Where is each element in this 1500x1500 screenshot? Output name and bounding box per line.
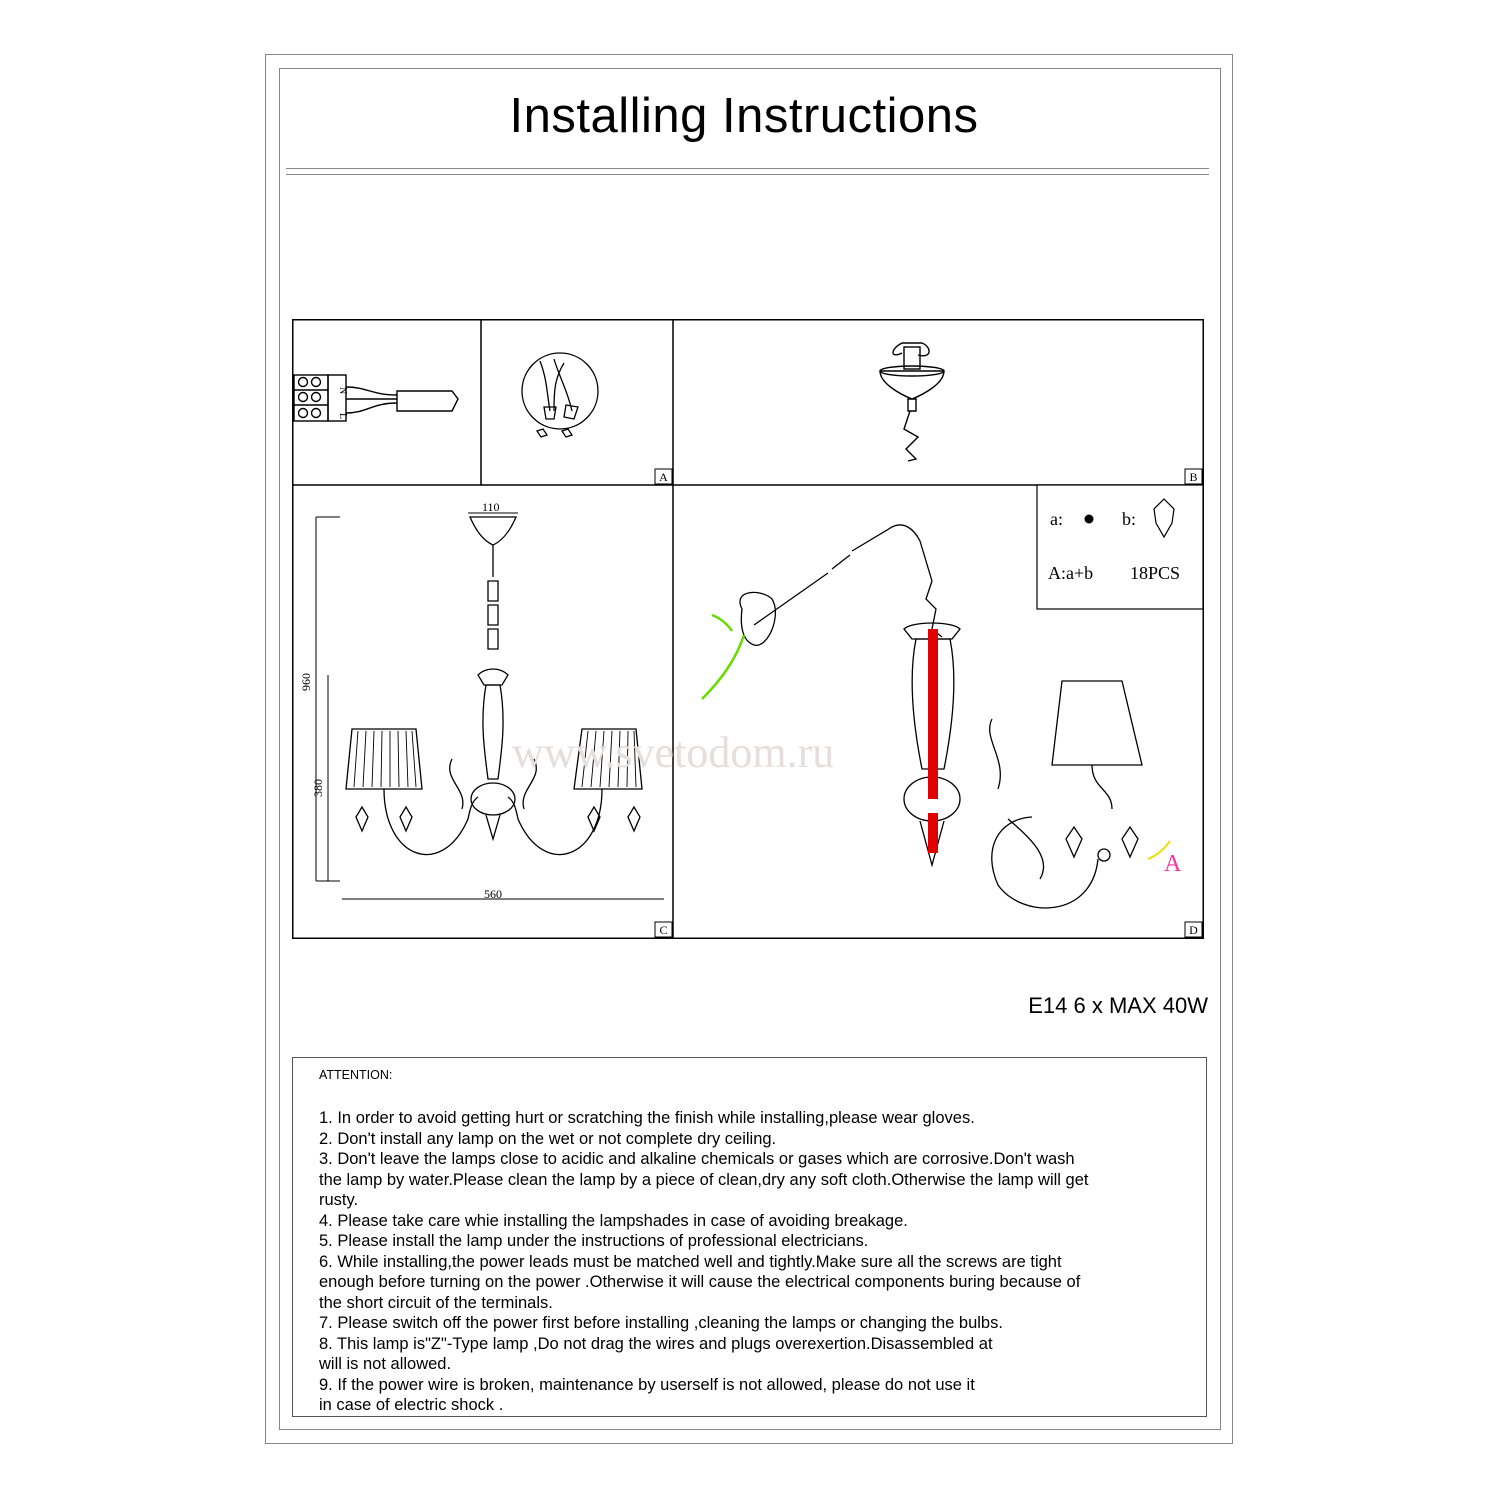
- attention-line: 5. Please install the lamp under the instructions of professional electricians.: [319, 1232, 869, 1250]
- legend-b-label: b:: [1122, 509, 1137, 529]
- panel-grid: [292, 319, 1204, 939]
- attention-list: [319, 1108, 1180, 1416]
- assembly-diagram: [292, 319, 1204, 939]
- attention-line: will is not allowed.: [319, 1355, 452, 1373]
- dimension-lines: [316, 513, 664, 899]
- svg-text:B: B: [1189, 470, 1198, 484]
- attention-line: 8. This lamp is"Z"-Type lamp ,Do not drag the wires and plugs overexertion.Disassembled at: [319, 1334, 993, 1353]
- dimension-height-body: 380: [311, 779, 325, 797]
- attention-line: 4. Please take care whie installing the lampshades in case of avoiding breakage.: [319, 1211, 908, 1230]
- chandelier-drawing: [346, 517, 642, 855]
- dimension-width-bottom: 560: [484, 887, 502, 901]
- title-rule-bottom: [286, 174, 1209, 175]
- watermark: www.svetodom.ru: [512, 728, 835, 777]
- attention-line: 9. If the power wire is broken, maintenance by userself is not allowed, please do not use it: [319, 1375, 975, 1394]
- part-a-label: A: [1164, 851, 1182, 877]
- attention-line: rusty.: [319, 1191, 359, 1209]
- attention-line: the lamp by water.Please clean the lamp by a piece of clean,dry any soft cloth.Otherwise the lamp will get: [319, 1170, 1089, 1189]
- ceiling-canopy: [880, 343, 944, 461]
- legend-quantity: 18PCS: [1130, 563, 1181, 583]
- terminal-l-label: L: [337, 413, 348, 420]
- svg-text:D: D: [1189, 923, 1198, 937]
- panel-label-d: [1185, 922, 1202, 937]
- legend-formula: A:a+b: [1048, 563, 1094, 583]
- highlight-rod: [928, 629, 938, 853]
- wire-connector-detail: [522, 353, 598, 437]
- attention-heading: ATTENTION:: [319, 1068, 393, 1082]
- dimension-height-total: 960: [299, 673, 313, 691]
- terminal-block: [294, 375, 458, 421]
- dimension-width-top: 110: [482, 500, 500, 514]
- attention-line: 2. Don't install any lamp on the wet or not complete dry ceiling.: [319, 1129, 777, 1148]
- attention-line: 6. While installing,the power leads must be matched well and tightly.Make sure all the screws are tight: [319, 1252, 1062, 1271]
- title-rule-top: [286, 168, 1209, 169]
- legend-box: [1037, 485, 1203, 609]
- svg-text:C: C: [659, 923, 668, 937]
- attention-line: the short circuit of the terminals.: [319, 1293, 553, 1312]
- svg-text:A: A: [659, 470, 668, 484]
- terminal-n-label: N: [337, 387, 348, 395]
- bulb-spec: E14 6 x MAX 40W: [1028, 993, 1208, 1018]
- ground-wire: [702, 615, 744, 699]
- attention-line: 7. Please switch off the power first before installing ,cleaning the lamps or changing the bulbs.: [319, 1314, 1003, 1332]
- panel-label-b: [1185, 469, 1202, 484]
- legend-a-label: a:: [1050, 509, 1063, 529]
- panel-label-a: [655, 469, 672, 484]
- panel-label-c: [655, 922, 672, 937]
- attention-line: enough before turning on the power .Otherwise it will cause the electrical components buring because of: [319, 1273, 1081, 1291]
- attention-line: 1. In order to avoid getting hurt or scratching the finish while installing,please wear gloves.: [319, 1109, 975, 1127]
- attention-box: [292, 1057, 1207, 1417]
- attention-line: 3. Don't leave the lamps close to acidic and alkaline chemicals or gases which are corrosive.Don't wash: [319, 1150, 1075, 1168]
- page-title: Installing Instructions: [509, 89, 979, 143]
- attention-line: in case of electric shock .: [319, 1396, 504, 1414]
